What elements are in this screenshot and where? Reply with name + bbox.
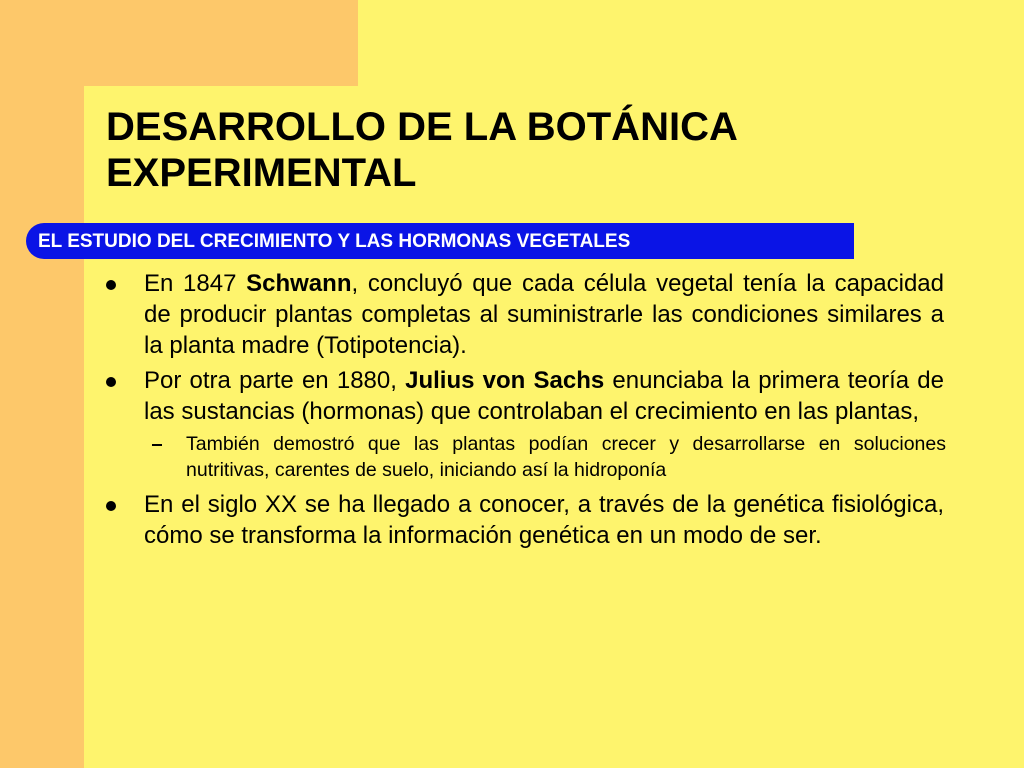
bullet-text-post: , concluyó que cada célula vegetal tenía la capacidad de producir plantas completas al suministrarle las condiciones similares a la planta madre (Totipotencia).	[144, 270, 944, 359]
left-decorative-band	[0, 0, 84, 768]
slide-title-line-1: DESARROLLO DE LA BOTÁNICA	[106, 105, 738, 149]
bullet-text-post: enunciaba la primera teoría de las sustancias (hormonas) que controlaban el crecimiento en las plantas,	[144, 367, 944, 425]
bullet-text	[144, 365, 944, 427]
bullet-text-bold: Julius von Sachs	[405, 367, 605, 394]
slide-title	[106, 104, 986, 196]
bullet-item	[106, 365, 946, 427]
subtitle-text: EL ESTUDIO DEL CRECIMIENTO Y LAS HORMONAS VEGETALES	[38, 231, 631, 252]
bullet-text-pre: Por otra parte en 1880,	[144, 367, 406, 394]
top-decorative-band	[0, 0, 358, 86]
bullet-dot-icon	[106, 280, 116, 290]
bullet-text-bold: Schwann	[246, 270, 352, 297]
bullet-dot-icon	[106, 377, 116, 387]
bullet-text	[144, 268, 944, 361]
bullet-text-pre: En 1847	[144, 270, 247, 297]
sub-bullet-text: También demostró que las plantas podían crecer y desarrollarse en soluciones nutritivas, carentes de suelo, iniciando así la hidroponía	[186, 433, 946, 481]
bullet-text: En el siglo XX se ha llegado a conocer, a través de la genética fisiológica, cómo se transforma la información genética en un modo de ser.	[144, 491, 944, 549]
bullet-dot-icon	[106, 501, 116, 511]
slide-title-line-2: EXPERIMENTAL	[106, 151, 417, 195]
bullet-item	[106, 489, 946, 551]
slide-content	[106, 268, 946, 555]
bullet-item	[106, 268, 946, 361]
sub-bullet-item	[152, 431, 946, 483]
dash-icon	[152, 444, 162, 446]
